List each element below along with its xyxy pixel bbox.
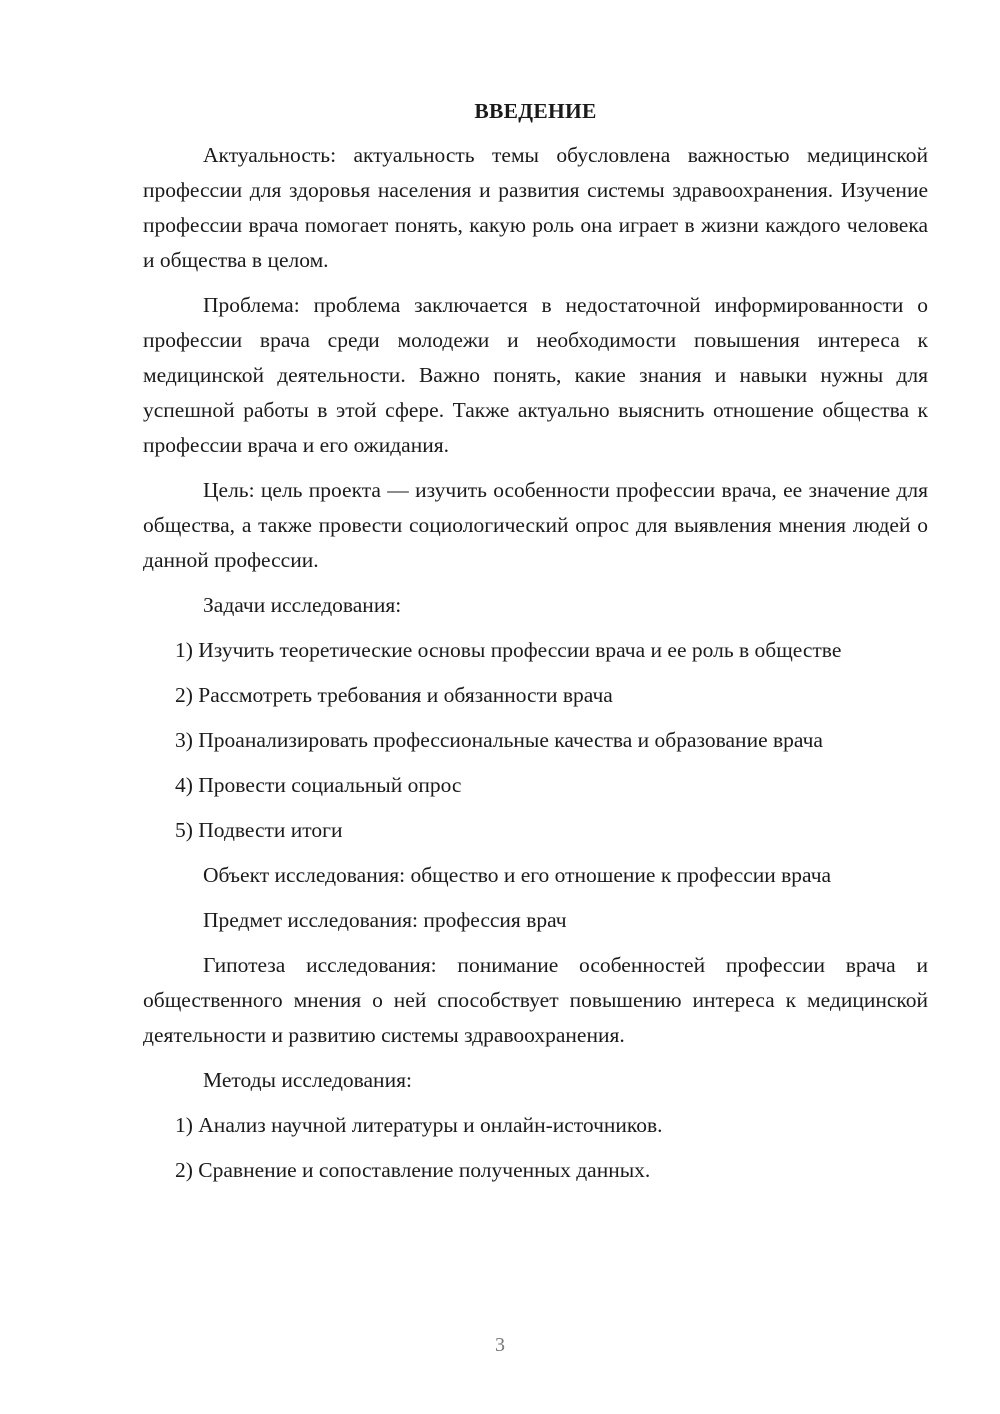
goal-paragraph: Цель: цель проекта — изучить особенности профессии врача, ее значение для общества, а также провести социологический опрос для выявления мнения людей о данной профессии.: [143, 478, 928, 572]
section-title: ВВЕДЕНИЕ: [474, 99, 597, 123]
methods-heading: Методы исследования:: [203, 1068, 412, 1092]
task-item-2: 2) Рассмотреть требования и обязанности врача: [175, 683, 613, 707]
problem-paragraph: Проблема: проблема заключается в недостаточной информированности о профессии врача среди молодежи и необходимости повышения интереса к медицинской деятельности. Важно понять, какие знания и навыки нужны для успешной работы в этой сфере. Также актуально выяснить отношение общества к профессии врача и его ожидания.: [143, 293, 928, 457]
task-item-4: 4) Провести социальный опрос: [175, 773, 462, 797]
task-item-5: 5) Подвести итоги: [175, 818, 343, 842]
method-item-2: 2) Сравнение и сопоставление полученных данных.: [175, 1158, 651, 1182]
page-number: 3: [495, 1334, 505, 1356]
relevance-paragraph: Актуальность: актуальность темы обусловлена важностью медицинской профессии для здоровья населения и развития системы здравоохранения. Изучение профессии врача помогает понять, какую роль она играет в жизни каждого человека и общества в целом.: [143, 143, 928, 272]
task-item-1: 1) Изучить теоретические основы профессии врача и ее роль в обществе: [175, 638, 842, 662]
tasks-heading: Задачи исследования:: [203, 593, 402, 617]
task-item-3: 3) Проанализировать профессиональные качества и образование врача: [175, 728, 823, 752]
hypothesis-paragraph: Гипотеза исследования: понимание особенностей профессии врача и общественного мнения о ней способствует повышению интереса к медицинской деятельности и развитию системы здравоохранения.: [143, 953, 928, 1047]
document-page: [143, 96, 928, 1198]
object-paragraph: Объект исследования: общество и его отношение к профессии врача: [203, 863, 832, 887]
method-item-1: 1) Анализ научной литературы и онлайн-источников.: [175, 1113, 663, 1137]
subject-paragraph: Предмет исследования: профессия врач: [203, 908, 567, 932]
